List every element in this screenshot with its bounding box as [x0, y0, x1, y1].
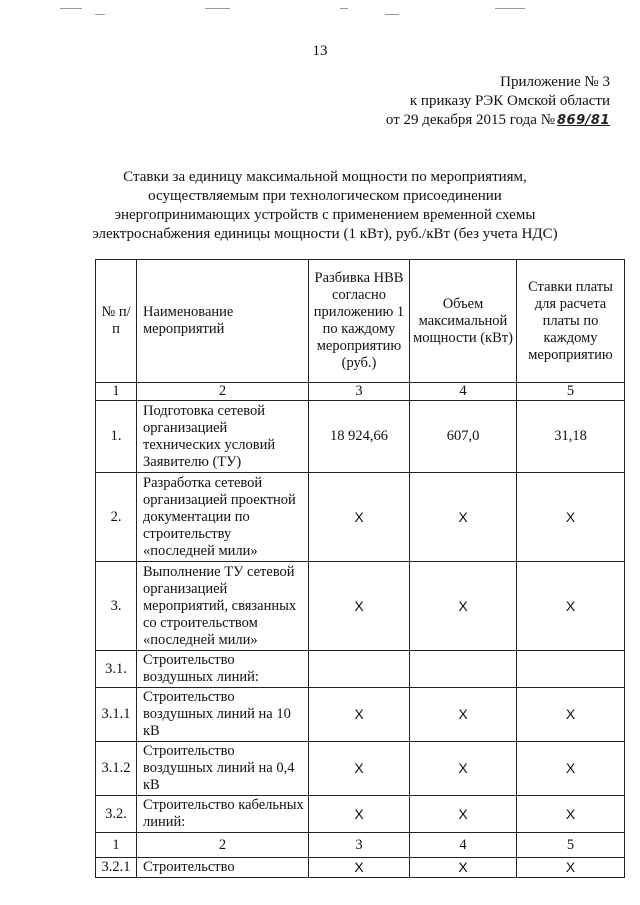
column-number-row: [96, 383, 625, 401]
row-nvv: [309, 651, 410, 688]
row-name: Подготовка сетевой организацией технических условий Заявителю (ТУ): [137, 401, 309, 473]
column-number: 1: [96, 833, 137, 858]
row-volume: [410, 651, 517, 688]
header-num: № п/п: [96, 260, 137, 383]
scan-artifact: [60, 8, 82, 9]
row-num: 3.2.1: [96, 858, 137, 878]
page-number: 13: [312, 43, 328, 59]
header-name: Наименование мероприятий: [137, 260, 309, 383]
row-nvv: X: [309, 473, 410, 562]
scan-artifact: [385, 14, 399, 15]
column-number: 5: [517, 383, 625, 401]
table-header-row: [96, 260, 625, 383]
row-rate: X: [517, 688, 625, 742]
row-num: 3.1.1: [96, 688, 137, 742]
appendix-title: Приложение № 3: [500, 74, 610, 90]
handwritten-order-number: 869/81: [557, 113, 610, 128]
row-nvv: X: [309, 562, 410, 651]
column-number: 4: [410, 383, 517, 401]
row-num: 2.: [96, 473, 137, 562]
row-num: 3.2.: [96, 796, 137, 833]
row-name: Строительство кабельных линий:: [137, 796, 309, 833]
table-row: [96, 562, 625, 651]
row-nvv: X: [309, 796, 410, 833]
row-name: Строительство воздушных линий:: [137, 651, 309, 688]
document-title: Ставки за единицу максимальной мощности по мероприятиям, осуществляемым при технологическом присоединении энергопринимающих устройств с применением временной схемы электроснабжения единицы мощности (1 кВт), руб./кВт (без учета НДС): [92, 169, 558, 242]
appendix-date: [386, 111, 610, 130]
row-nvv: X: [309, 858, 410, 878]
row-volume: X: [410, 858, 517, 878]
table-row: [96, 742, 625, 796]
row-nvv: X: [309, 688, 410, 742]
row-volume: X: [410, 473, 517, 562]
scan-artifact: [340, 8, 348, 9]
row-num: 3.1.: [96, 651, 137, 688]
row-name: Выполнение ТУ сетевой организацией мероприятий, связанных со строительством «последней мили»: [137, 562, 309, 651]
row-name: Строительство воздушных линий на 10 кВ: [137, 688, 309, 742]
row-rate: X: [517, 473, 625, 562]
table-row: [96, 688, 625, 742]
row-rate: X: [517, 796, 625, 833]
header-nvv: Разбивка НВВ согласно приложению 1 по каждому мероприятию (руб.): [309, 260, 410, 383]
table-row: [96, 858, 625, 878]
row-name: Строительство воздушных линий на 0,4 кВ: [137, 742, 309, 796]
scan-artifact: [95, 14, 105, 15]
row-rate: X: [517, 858, 625, 878]
row-num: 3.: [96, 562, 137, 651]
column-number: 2: [137, 833, 309, 858]
column-number: 4: [410, 833, 517, 858]
column-number: 3: [309, 383, 410, 401]
row-nvv: 18 924,66: [309, 401, 410, 473]
row-volume: X: [410, 562, 517, 651]
column-number: 2: [137, 383, 309, 401]
row-rate: [517, 651, 625, 688]
table-row: [96, 401, 625, 473]
scan-artifact: [495, 8, 525, 9]
row-rate: X: [517, 562, 625, 651]
row-nvv: X: [309, 742, 410, 796]
table-row: [96, 651, 625, 688]
column-number: 1: [96, 383, 137, 401]
row-volume: 607,0: [410, 401, 517, 473]
header-rate: Ставки платы для расчета платы по каждому мероприятию: [517, 260, 625, 383]
appendix-order: к приказу РЭК Омской области: [409, 93, 610, 109]
column-number-row: [96, 833, 625, 858]
table-row: [96, 796, 625, 833]
row-rate: X: [517, 742, 625, 796]
row-num: 1.: [96, 401, 137, 473]
row-num: 3.1.2: [96, 742, 137, 796]
column-number: 3: [309, 833, 410, 858]
row-rate: 31,18: [517, 401, 625, 473]
row-name: Разработка сетевой организацией проектной документации по строительству «последней мили»: [137, 473, 309, 562]
row-volume: X: [410, 796, 517, 833]
appendix-date-text: от 29 декабря 2015 года №: [385, 112, 556, 128]
row-volume: X: [410, 688, 517, 742]
table-row: [96, 473, 625, 562]
scan-artifact: [205, 8, 230, 9]
header-volume: Объем максимальной мощности (кВт): [410, 260, 517, 383]
column-number: 5: [517, 833, 625, 858]
row-name: Строительство: [137, 858, 309, 878]
appendix-header: [386, 73, 610, 130]
rates-table: [95, 259, 625, 878]
row-volume: X: [410, 742, 517, 796]
